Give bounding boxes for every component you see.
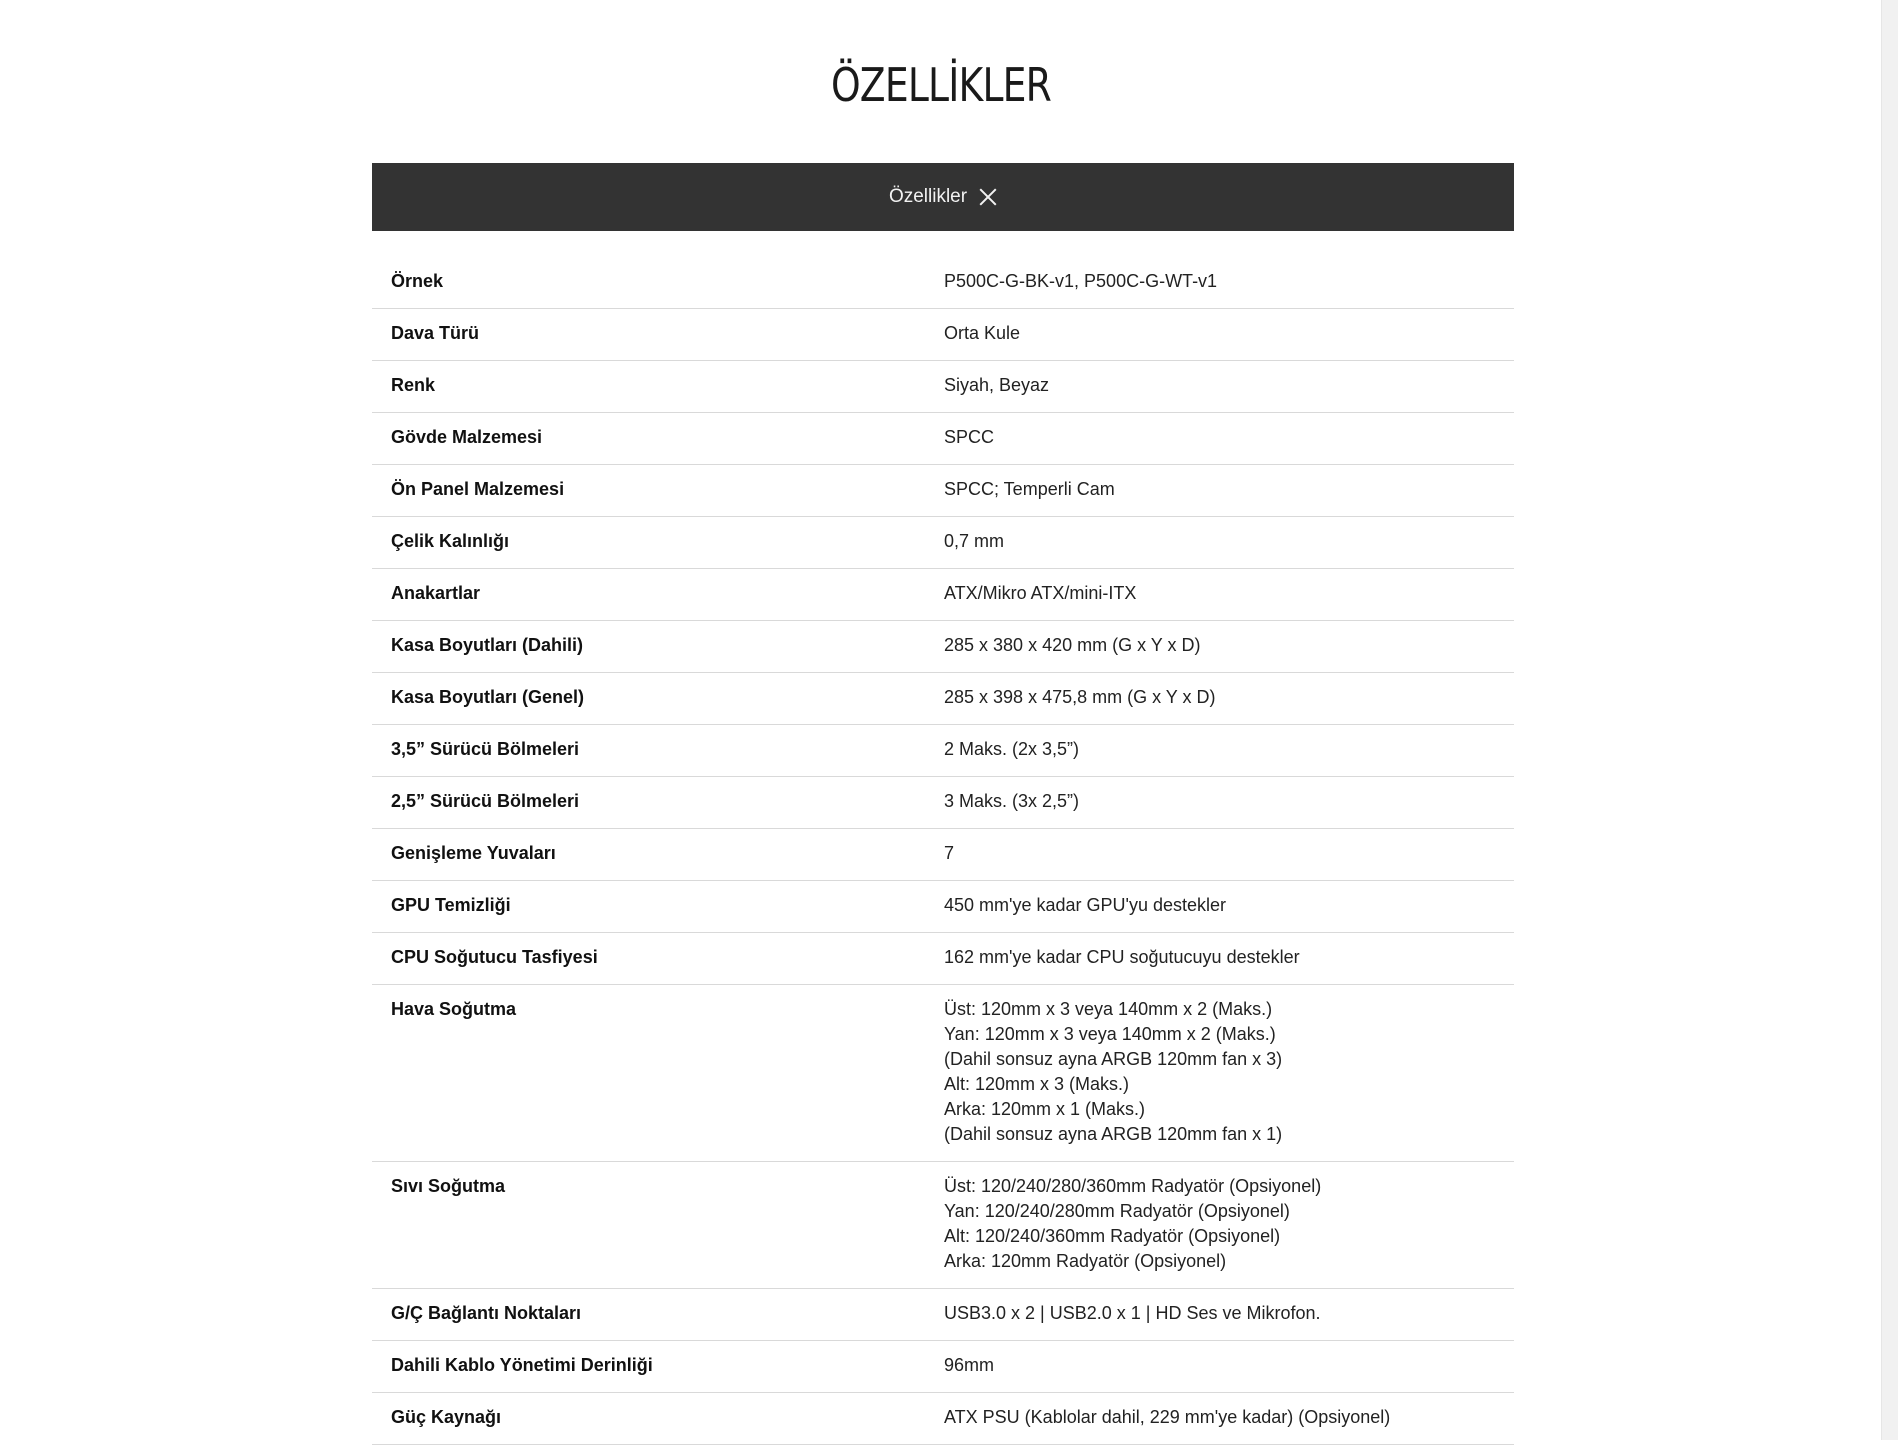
- spec-value-line: ATX PSU (Kablolar dahil, 229 mm'ye kadar) (Opsiyonel): [944, 1407, 1391, 1427]
- spec-row: [372, 1393, 1514, 1445]
- spec-row: [372, 361, 1514, 413]
- spec-row: [372, 517, 1514, 569]
- spec-value-line: Alt: 120/240/360mm Radyatör (Opsiyonel): [944, 1226, 1281, 1246]
- spec-key: Güç Kaynağı: [391, 1407, 502, 1427]
- spec-row: [372, 569, 1514, 621]
- spec-value-line: SPCC; Temperli Cam: [944, 479, 1115, 499]
- spec-row: [372, 465, 1514, 517]
- spec-value-line: Alt: 120mm x 3 (Maks.): [944, 1074, 1130, 1094]
- spec-value-line: Orta Kule: [944, 323, 1021, 343]
- spec-value-line: 450 mm'ye kadar GPU'yu destekler: [944, 895, 1226, 915]
- spec-row: [372, 1341, 1514, 1393]
- spec-value: [944, 529, 1514, 554]
- spec-value-line: P500C-G-BK-v1, P500C-G-WT-v1: [944, 271, 1218, 291]
- spec-value: [944, 945, 1514, 970]
- specs-panel: [372, 163, 1514, 1445]
- spec-value-line: 96mm: [944, 1355, 995, 1375]
- spec-value-line: Yan: 120/240/280mm Radyatör (Opsiyonel): [944, 1201, 1290, 1221]
- spec-value-line: 7: [944, 843, 955, 863]
- spec-row: [372, 1289, 1514, 1341]
- spec-key: Dava Türü: [391, 323, 480, 343]
- spec-row: [372, 829, 1514, 881]
- spec-value-line: (Dahil sonsuz ayna ARGB 120mm fan x 3): [944, 1049, 1283, 1069]
- spec-value: [944, 737, 1514, 762]
- spec-row: [372, 413, 1514, 465]
- spec-row: [372, 881, 1514, 933]
- spec-key: Genişleme Yuvaları: [391, 843, 556, 863]
- spec-value: [944, 633, 1514, 658]
- spec-key: Ön Panel Malzemesi: [391, 479, 565, 499]
- spec-value: [944, 1405, 1514, 1430]
- spec-value-line: 0,7 mm: [944, 531, 1005, 551]
- specs-toggle-header[interactable]: [372, 163, 1514, 231]
- spec-row: [372, 621, 1514, 673]
- spec-value-line: 162 mm'ye kadar CPU soğutucuyu destekler: [944, 947, 1300, 967]
- spec-row: [372, 985, 1514, 1162]
- spec-row: [372, 725, 1514, 777]
- spec-row: [372, 777, 1514, 829]
- spec-value-line: 285 x 398 x 475,8 mm (G x Y x D): [944, 687, 1216, 707]
- spec-key: Kasa Boyutları (Dahili): [391, 635, 584, 655]
- spec-key: 2,5” Sürücü Bölmeleri: [391, 791, 580, 811]
- spec-row: [372, 673, 1514, 725]
- spec-value: [944, 269, 1514, 294]
- spec-value: [944, 1353, 1514, 1378]
- spec-value-line: Arka: 120mm Radyatör (Opsiyonel): [944, 1251, 1227, 1271]
- specs-header-label: Özellikler: [888, 186, 968, 207]
- spec-value: [944, 893, 1514, 918]
- spec-value-line: Üst: 120/240/280/360mm Radyatör (Opsiyonel): [944, 1176, 1322, 1196]
- spec-key: G/Ç Bağlantı Noktaları: [391, 1303, 582, 1323]
- spec-key: Çelik Kalınlığı: [391, 531, 510, 551]
- spec-row: [372, 933, 1514, 985]
- spec-key: Renk: [391, 375, 436, 395]
- spec-value-line: Arka: 120mm x 1 (Maks.): [944, 1099, 1146, 1119]
- spec-key: Sıvı Soğutma: [391, 1176, 506, 1196]
- spec-value-line: (Dahil sonsuz ayna ARGB 120mm fan x 1): [944, 1124, 1283, 1144]
- spec-value: [944, 1174, 1514, 1274]
- vertical-scrollbar[interactable]: [1881, 0, 1898, 1440]
- spec-value-line: 285 x 380 x 420 mm (G x Y x D): [944, 635, 1201, 655]
- spec-value: [944, 477, 1514, 502]
- spec-key: Hava Soğutma: [391, 999, 517, 1019]
- spec-row: [372, 257, 1514, 309]
- spec-value: [944, 997, 1514, 1147]
- spec-key: Gövde Malzemesi: [391, 427, 543, 447]
- spec-key: Örnek: [391, 271, 444, 291]
- spec-value: [944, 425, 1514, 450]
- spec-value: [944, 373, 1514, 398]
- spec-row: [372, 1162, 1514, 1289]
- spec-value-line: Siyah, Beyaz: [944, 375, 1050, 395]
- spec-value: [944, 581, 1514, 606]
- spec-row: [372, 309, 1514, 361]
- spec-value-line: Üst: 120mm x 3 veya 140mm x 2 (Maks.): [944, 999, 1273, 1019]
- spec-key: Dahili Kablo Yönetimi Derinliği: [391, 1355, 653, 1375]
- spec-value-line: 2 Maks. (2x 3,5”): [944, 739, 1080, 759]
- spec-key: 3,5” Sürücü Bölmeleri: [391, 739, 580, 759]
- spec-value: [944, 1301, 1514, 1326]
- spec-value-line: SPCC: [944, 427, 995, 447]
- spec-key: Kasa Boyutları (Genel): [391, 687, 585, 707]
- spec-value: [944, 321, 1514, 346]
- spec-key: CPU Soğutucu Tasfiyesi: [391, 947, 598, 967]
- spec-value-line: USB3.0 x 2 | USB2.0 x 1 | HD Ses ve Mikrofon.: [944, 1303, 1321, 1323]
- spec-value: [944, 789, 1514, 814]
- spec-value: [944, 841, 1514, 866]
- specs-table: [372, 257, 1514, 1445]
- close-icon[interactable]: [979, 188, 997, 206]
- page-title: ÖZELLİKLER: [830, 58, 1052, 112]
- spec-value: [944, 685, 1514, 710]
- spec-key: Anakartlar: [391, 583, 481, 603]
- spec-value-line: Yan: 120mm x 3 veya 140mm x 2 (Maks.): [944, 1024, 1276, 1044]
- spec-value-line: 3 Maks. (3x 2,5”): [944, 791, 1080, 811]
- spec-value-line: ATX/Mikro ATX/mini-ITX: [944, 583, 1137, 603]
- spec-key: GPU Temizliği: [391, 895, 511, 915]
